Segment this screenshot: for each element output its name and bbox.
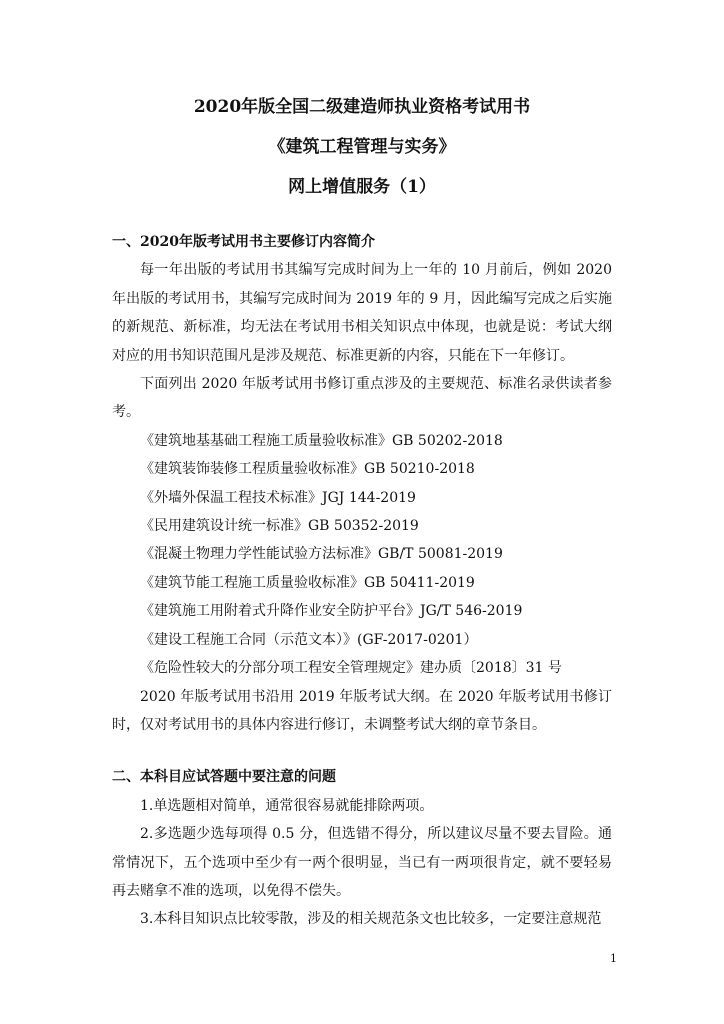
document-body	[112, 228, 612, 934]
standard-item: 《民用建筑设计统一标准》GB 50352-2019	[140, 518, 419, 535]
standard-item: 《危险性较大的分部分项工程安全管理规定》建办质〔2018〕31 号	[140, 660, 562, 677]
standard-item: 《混凝土物理力学性能试验方法标准》GB/T 50081-2019	[140, 546, 503, 563]
section-1-paragraph-1: 每一年出版的考试用书其编写完成时间为上一年的 10 月前后，例如 2020 年出版的考试用书，其编写完成时间为 2019 年的 9 月，因此编写完成之后实施的新规范、新标准，均无法在考试用书相关知识点中体现，也就是说：考试大纲对应的用书知识范围凡是涉及规范、标准更新的内容，只能在下一年修订。	[112, 262, 612, 364]
service-title: 网上增值服务（1）	[288, 177, 436, 197]
section-1-heading: 一、2020年版考试用书主要修订内容简介	[112, 234, 375, 250]
section-1-paragraph-3: 2020 年版考试用书沿用 2019 年版考试大纲。在 2020 年版考试用书修订时，仅对考试用书的具体内容进行修订，未调整考试大纲的章节条目。	[112, 688, 612, 733]
book-title: 《建筑工程管理与实务》	[268, 137, 456, 157]
section-1-paragraph-2: 下面列出 2020 年版考试用书修订重点涉及的主要规范、标准名录供读者参考。	[112, 376, 612, 421]
document-title: 2020年版全国二级建造师执业资格考试用书	[193, 97, 531, 117]
standard-item: 《外墙外保温工程技术标准》JGJ 144-2019	[140, 489, 416, 506]
standard-item: 《建筑装饰装修工程质量验收标准》GB 50210-2018	[140, 461, 475, 478]
standard-item: 《建筑施工用附着式升降作业安全防护平台》JG/T 546-2019	[140, 603, 523, 620]
section-2-item-2: 2.多选题少选每项得 0.5 分，但选错不得分，所以建议尽量不要去冒险。通常情况下，五个选项中至少有一两个很明显，当已有一两项很肯定，就不要轻易再去赌拿不准的选项，以免得不偿失。	[112, 826, 612, 899]
page-number: 1	[610, 952, 617, 965]
standard-item: 《建设工程施工合同（示范文本）》(GF-2017-0201）	[140, 631, 478, 648]
section-2-item-3: 3.本科目知识点比较零散，涉及的相关规范条文也比较多，一定要注意规范	[140, 911, 602, 928]
section-2-heading: 二、本科目应试答题中要注意的问题	[112, 769, 336, 786]
standard-item: 《建筑节能工程施工质量验收标准》GB 50411-2019	[140, 574, 475, 591]
section-2-item-1: 1.单选题相对简单，通常很容易就能排除两项。	[140, 797, 434, 814]
section-gap	[112, 739, 612, 763]
standard-item: 《建筑地基基础工程施工质量验收标准》GB 50202-2018	[140, 432, 503, 449]
